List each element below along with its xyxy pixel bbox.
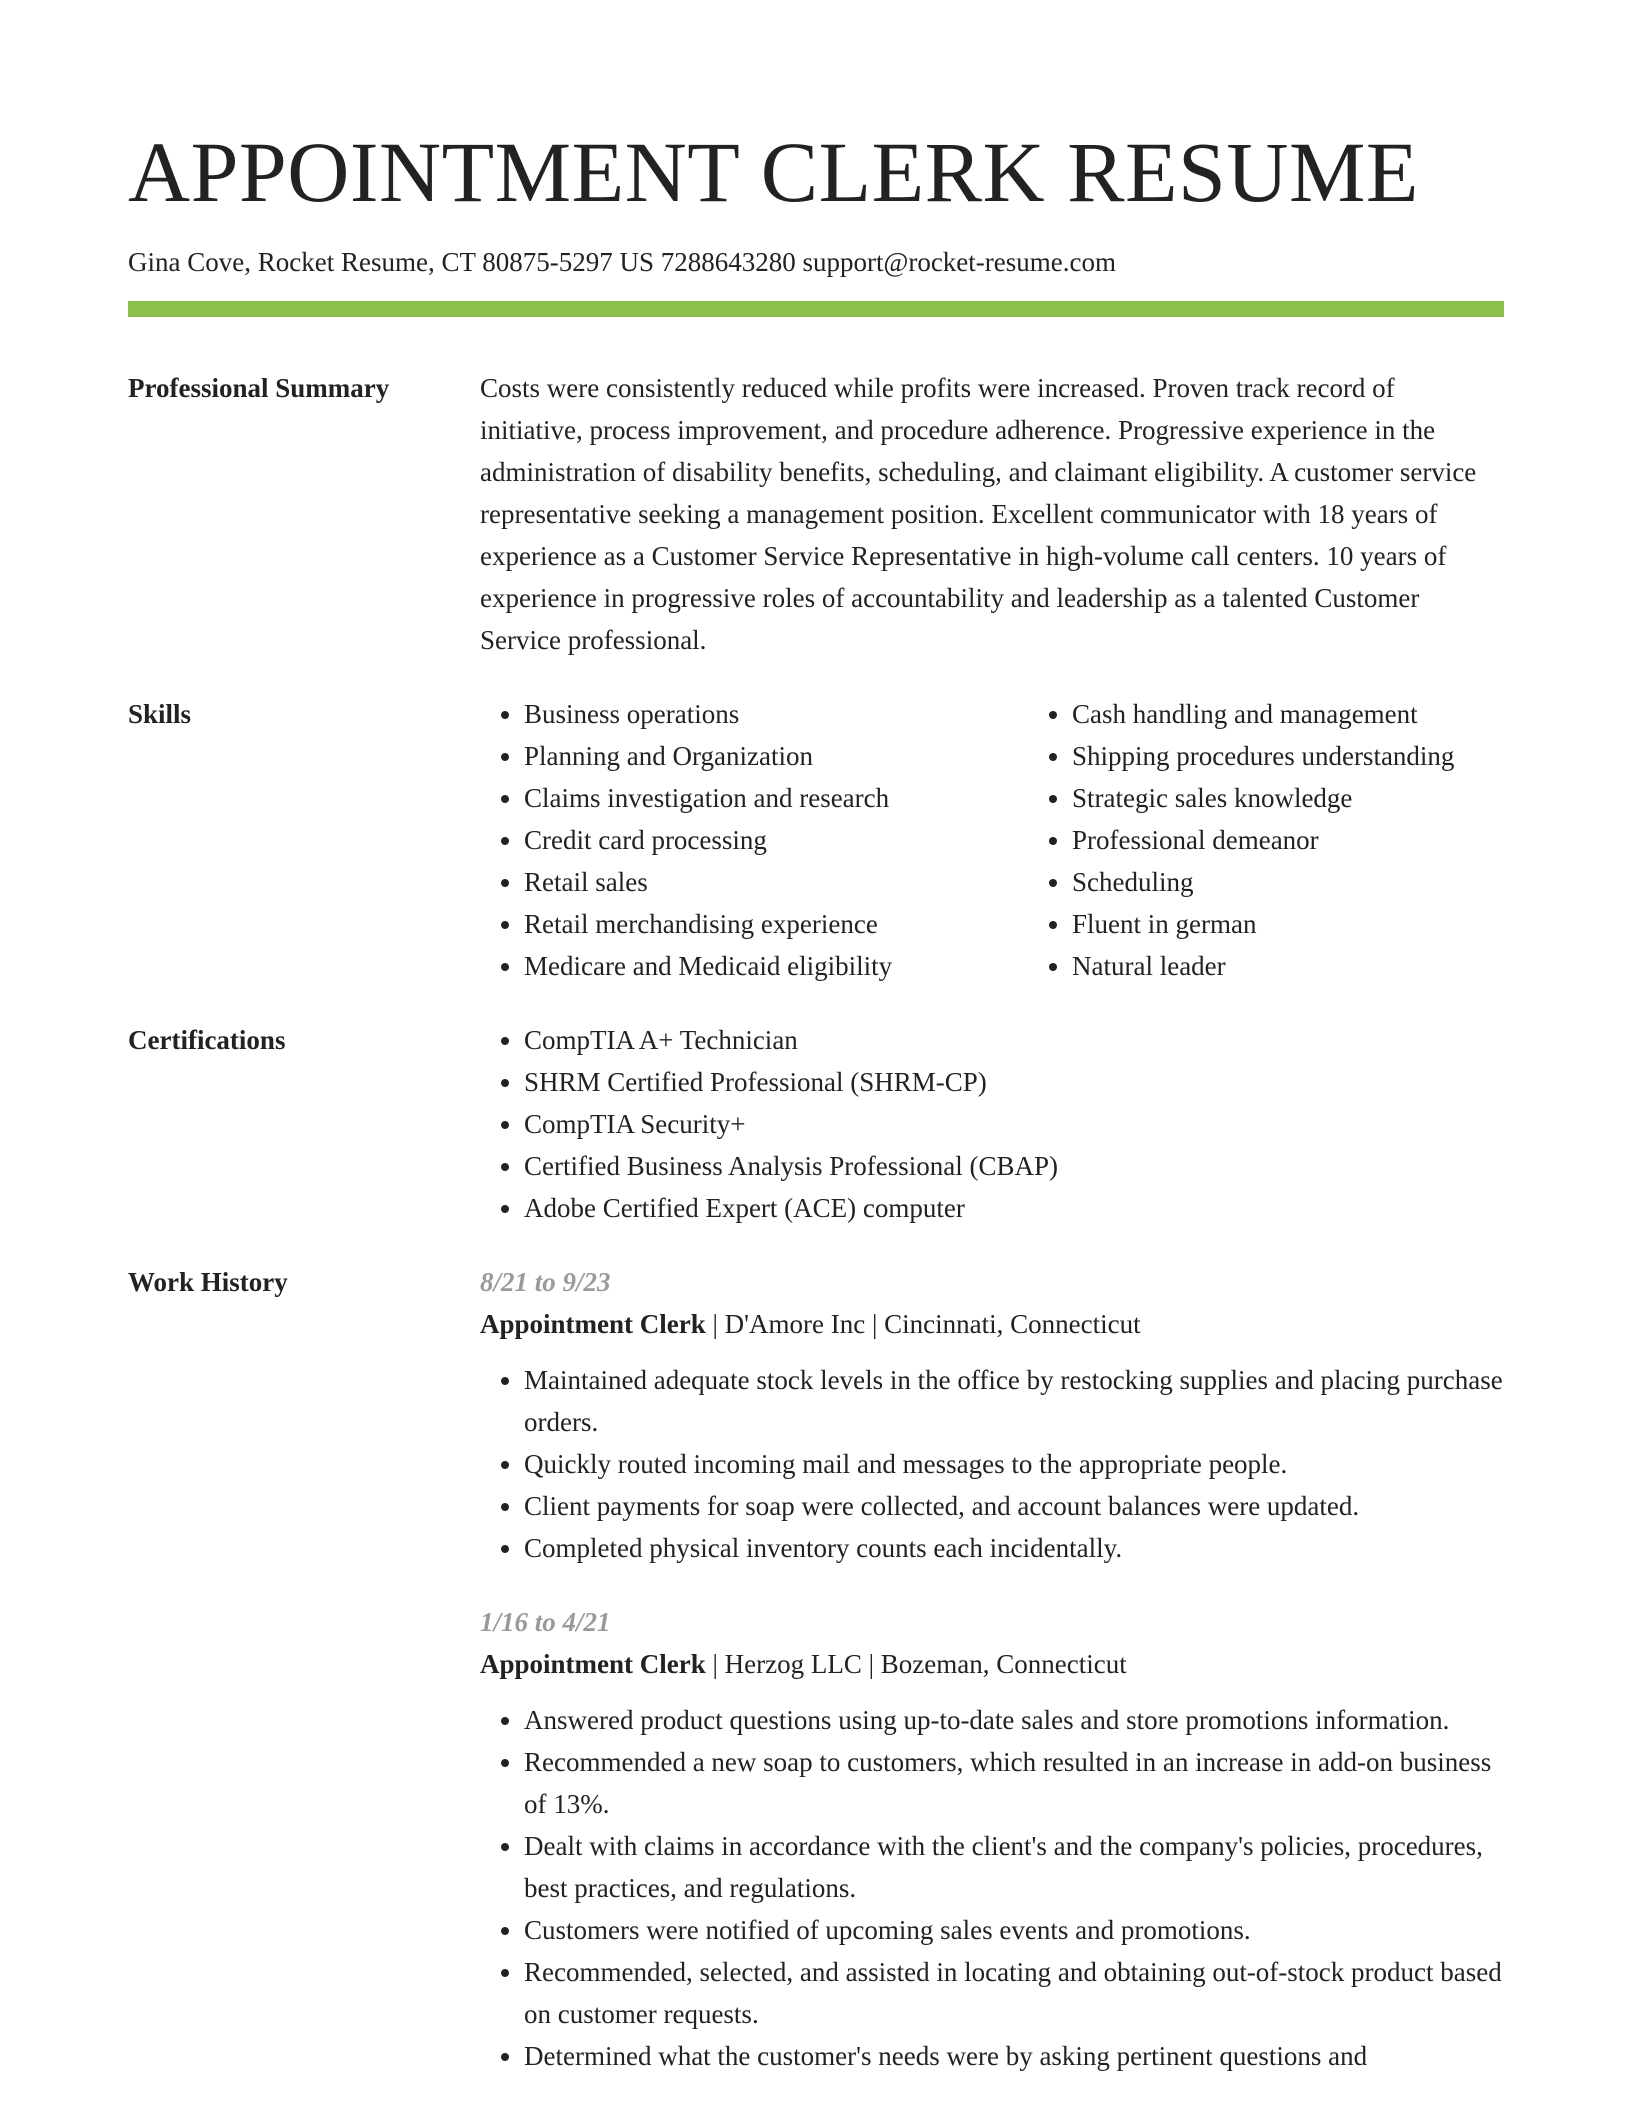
work-history-body bbox=[480, 1261, 1504, 2077]
skills-section bbox=[128, 693, 1504, 987]
summary-body bbox=[480, 367, 1504, 661]
work-history-label: Work History bbox=[128, 1267, 288, 1297]
job-bullet: • Recommended, selected, and assisted in locating and obtaining out-of-stock product based on customer requests. bbox=[524, 1951, 1504, 2035]
summary-text: Costs were consistently reduced while profits were increased. Proven track record of initiative, process improvement, and procedure adherence. Progressive experience in the administration of disability benefits, scheduling, and claimant eligibility. A customer service representative seeking a management position. Excellent communicator with 18 years of experience as a Customer Service Representative in high-volume call centers. 10 years of experience in progressive roles of accountability and leadership as a talented Customer Service professional. bbox=[480, 373, 1477, 655]
job-title: Appointment Clerk bbox=[480, 1649, 706, 1679]
job-bullet: • Recommended a new soap to customers, which resulted in an increase in add-on business of 13%. bbox=[524, 1741, 1504, 1825]
job-title: Appointment Clerk bbox=[480, 1309, 706, 1339]
job-bullets bbox=[480, 1359, 1504, 1569]
summary-section bbox=[128, 367, 1504, 661]
job-bullet: • Determined what the customer's needs were by asking pertinent questions and bbox=[524, 2035, 1504, 2077]
skill-item: • Retail merchandising experience bbox=[524, 903, 1028, 945]
certifications-label: Certifications bbox=[128, 1025, 286, 1055]
skills-list-right bbox=[1028, 693, 1576, 987]
job-company-location: | Herzog LLC | Bozeman, Connecticut bbox=[705, 1649, 1127, 1679]
skill-item: • Cash handling and management bbox=[1072, 693, 1576, 735]
job-bullet: • Client payments for soap were collected, and account balances were updated. bbox=[524, 1485, 1504, 1527]
work-history-section bbox=[128, 1261, 1504, 2077]
job-bullet: • Dealt with claims in accordance with the client's and the company's policies, procedures, best practices, and regulations. bbox=[524, 1825, 1504, 1909]
skill-item: • Professional demeanor bbox=[1072, 819, 1576, 861]
job-dates: 8/21 to 9/23 bbox=[480, 1267, 611, 1297]
certifications-section bbox=[128, 1019, 1504, 1229]
certification-item: • SHRM Certified Professional (SHRM-CP) bbox=[524, 1061, 1504, 1103]
certification-item: • CompTIA Security+ bbox=[524, 1103, 1504, 1145]
job-company-location: | D'Amore Inc | Cincinnati, Connecticut bbox=[705, 1309, 1141, 1339]
certifications-list bbox=[480, 1019, 1504, 1229]
job-bullet: • Maintained adequate stock levels in the office by restocking supplies and placing purchase orders. bbox=[524, 1359, 1504, 1443]
job-bullet: • Completed physical inventory counts each incidentally. bbox=[524, 1527, 1504, 1569]
skill-item: • Retail sales bbox=[524, 861, 1028, 903]
skill-item: • Fluent in german bbox=[1072, 903, 1576, 945]
skill-item: • Natural leader bbox=[1072, 945, 1576, 987]
skills-label: Skills bbox=[128, 699, 192, 729]
skill-item: • Business operations bbox=[524, 693, 1028, 735]
skills-list-left bbox=[480, 693, 1028, 987]
skill-item: • Scheduling bbox=[1072, 861, 1576, 903]
certifications-body bbox=[480, 1019, 1504, 1229]
skill-item: • Planning and Organization bbox=[524, 735, 1028, 777]
job-entry bbox=[480, 1261, 1504, 1569]
resume-page bbox=[128, 0, 1504, 2077]
skill-item: • Claims investigation and research bbox=[524, 777, 1028, 819]
certification-item: • CompTIA A+ Technician bbox=[524, 1019, 1504, 1061]
job-bullet: • Answered product questions using up-to-date sales and store promotions information. bbox=[524, 1699, 1504, 1741]
job-bullets bbox=[480, 1699, 1504, 2077]
certification-item: • Adobe Certified Expert (ACE) computer bbox=[524, 1187, 1504, 1229]
skill-item: • Medicare and Medicaid eligibility bbox=[524, 945, 1028, 987]
job-heading bbox=[480, 1303, 1504, 1345]
accent-divider bbox=[128, 301, 1504, 317]
certification-item: • Certified Business Analysis Professional (CBAP) bbox=[524, 1145, 1504, 1187]
job-bullet: • Customers were notified of upcoming sales events and promotions. bbox=[524, 1909, 1504, 1951]
skill-item: • Shipping procedures understanding bbox=[1072, 735, 1576, 777]
skill-item: • Strategic sales knowledge bbox=[1072, 777, 1576, 819]
job-bullet: • Quickly routed incoming mail and messages to the appropriate people. bbox=[524, 1443, 1504, 1485]
skills-body bbox=[480, 693, 1576, 987]
resume-title: APPOINTMENT CLERK RESUME bbox=[128, 124, 1419, 220]
job-dates: 1/16 to 4/21 bbox=[480, 1607, 611, 1637]
job-heading bbox=[480, 1643, 1504, 1685]
contact-line: Gina Cove, Rocket Resume, CT 80875-5297 US 7288643280 support@rocket-resume.com bbox=[128, 247, 1116, 277]
job-entry bbox=[480, 1601, 1504, 2077]
summary-label: Professional Summary bbox=[128, 373, 390, 403]
skill-item: • Credit card processing bbox=[524, 819, 1028, 861]
